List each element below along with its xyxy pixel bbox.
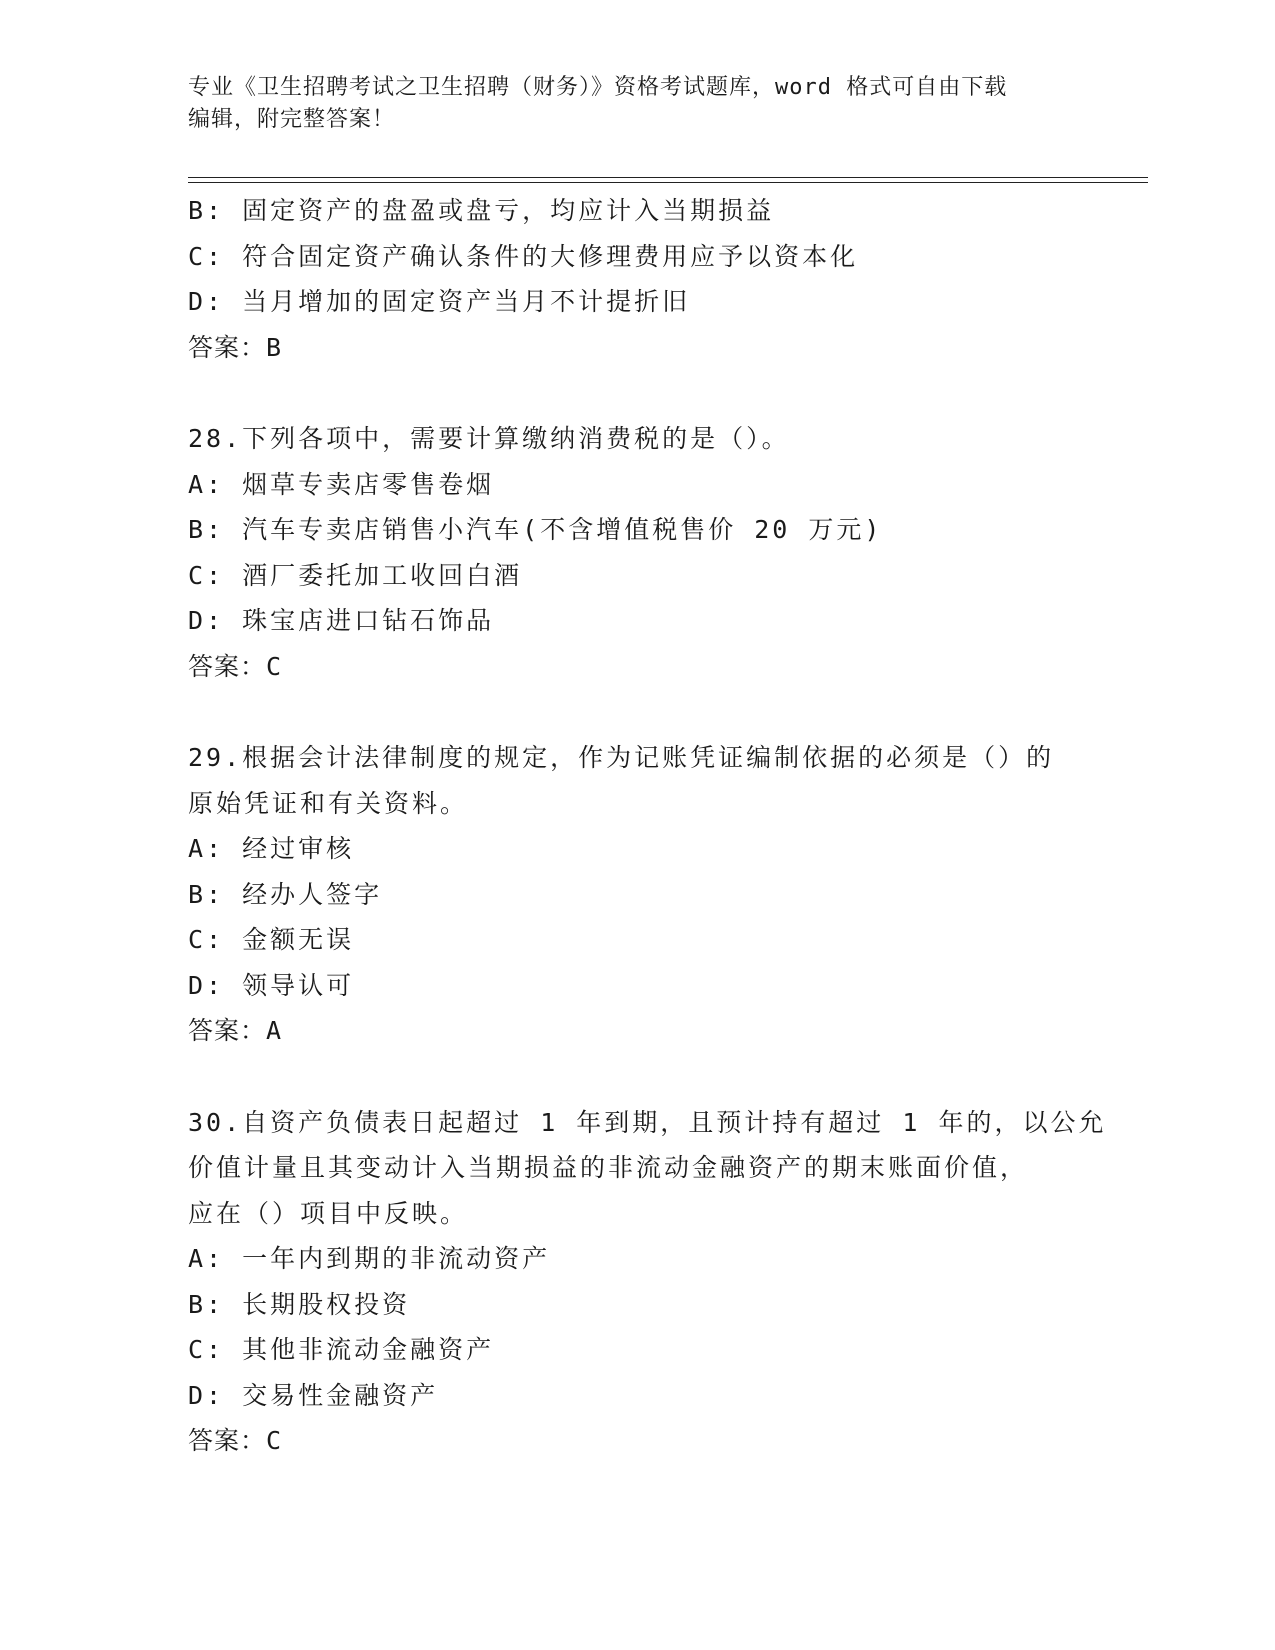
- answer: [188, 1008, 1088, 1054]
- option-c: C: 酒厂委托加工收回白酒: [188, 560, 523, 590]
- question-stem-line: 30.自资产负债表日起超过 1 年到期，且预计持有超过 1 年的，以公允: [188, 1107, 1107, 1137]
- document-header: [188, 72, 1088, 136]
- answer-value: B: [266, 332, 283, 362]
- option-c: C: 其他非流动金融资产: [188, 1335, 495, 1364]
- option-a: A: 经过审核: [188, 834, 355, 863]
- question-27-continued: [188, 188, 1088, 370]
- option-d: D: 领导认可: [188, 970, 355, 1000]
- question-stem-line: 原始凭证和有关资料。: [188, 788, 469, 818]
- question-stem-line: 价值计量且其变动计入当期损益的非流动金融资产的期末账面价值，: [188, 1153, 1029, 1182]
- answer-label: 答案：: [188, 651, 267, 681]
- option-d: D: 当月增加的固定资产当月不计提折旧: [188, 287, 691, 316]
- option-c: C: 金额无误: [188, 925, 355, 954]
- option-d: D: 交易性金融资产: [188, 1380, 439, 1410]
- option-b: B: 长期股权投资: [188, 1289, 411, 1319]
- question-28: [188, 416, 1088, 689]
- option-a: A: 一年内到期的非流动资产: [188, 1244, 551, 1273]
- question-stem-line: 29.根据会计法律制度的规定，作为记账凭证编制依据的必须是（）的: [188, 743, 1055, 772]
- answer-label: 答案：: [188, 332, 267, 362]
- question-stem-line: 应在（）项目中反映。: [188, 1198, 469, 1228]
- answer-label: 答案：: [188, 1426, 267, 1455]
- option-b: B: 经办人签字: [188, 879, 383, 909]
- question-30: [188, 1100, 1107, 1464]
- option-c: C: 符合固定资产确认条件的大修理费用应予以资本化: [188, 241, 859, 271]
- answer-value: C: [266, 1426, 283, 1455]
- answer: [188, 1418, 1088, 1464]
- answer-label: 答案：: [188, 1016, 267, 1045]
- answer-value: A: [266, 1016, 283, 1045]
- question-29: [188, 735, 1088, 1054]
- option-a: A: 烟草专卖店零售卷烟: [188, 469, 495, 499]
- option-b: B: 汽车专卖店销售小汽车(不含增值税售价 20 万元): [188, 515, 883, 544]
- document-body: [188, 188, 1107, 1510]
- question-stem-line: 28.下列各项中，需要计算缴纳消费税的是（）。: [188, 424, 790, 453]
- option-d: D: 珠宝店进口钻石饰品: [188, 606, 495, 635]
- header-line-2: 编辑，附完整答案！: [188, 107, 396, 132]
- header-line-1: 专业《卫生招聘考试之卫生招聘（财务）》资格考试题库，word 格式可自由下载: [188, 75, 1008, 100]
- header-divider-top: [188, 177, 1148, 178]
- option-b: B: 固定资产的盘盈或盘亏，均应计入当期损益: [188, 196, 775, 225]
- answer: [188, 325, 1088, 371]
- answer-value: C: [266, 651, 283, 681]
- answer: [188, 644, 1088, 690]
- header-divider-bottom: [188, 182, 1148, 183]
